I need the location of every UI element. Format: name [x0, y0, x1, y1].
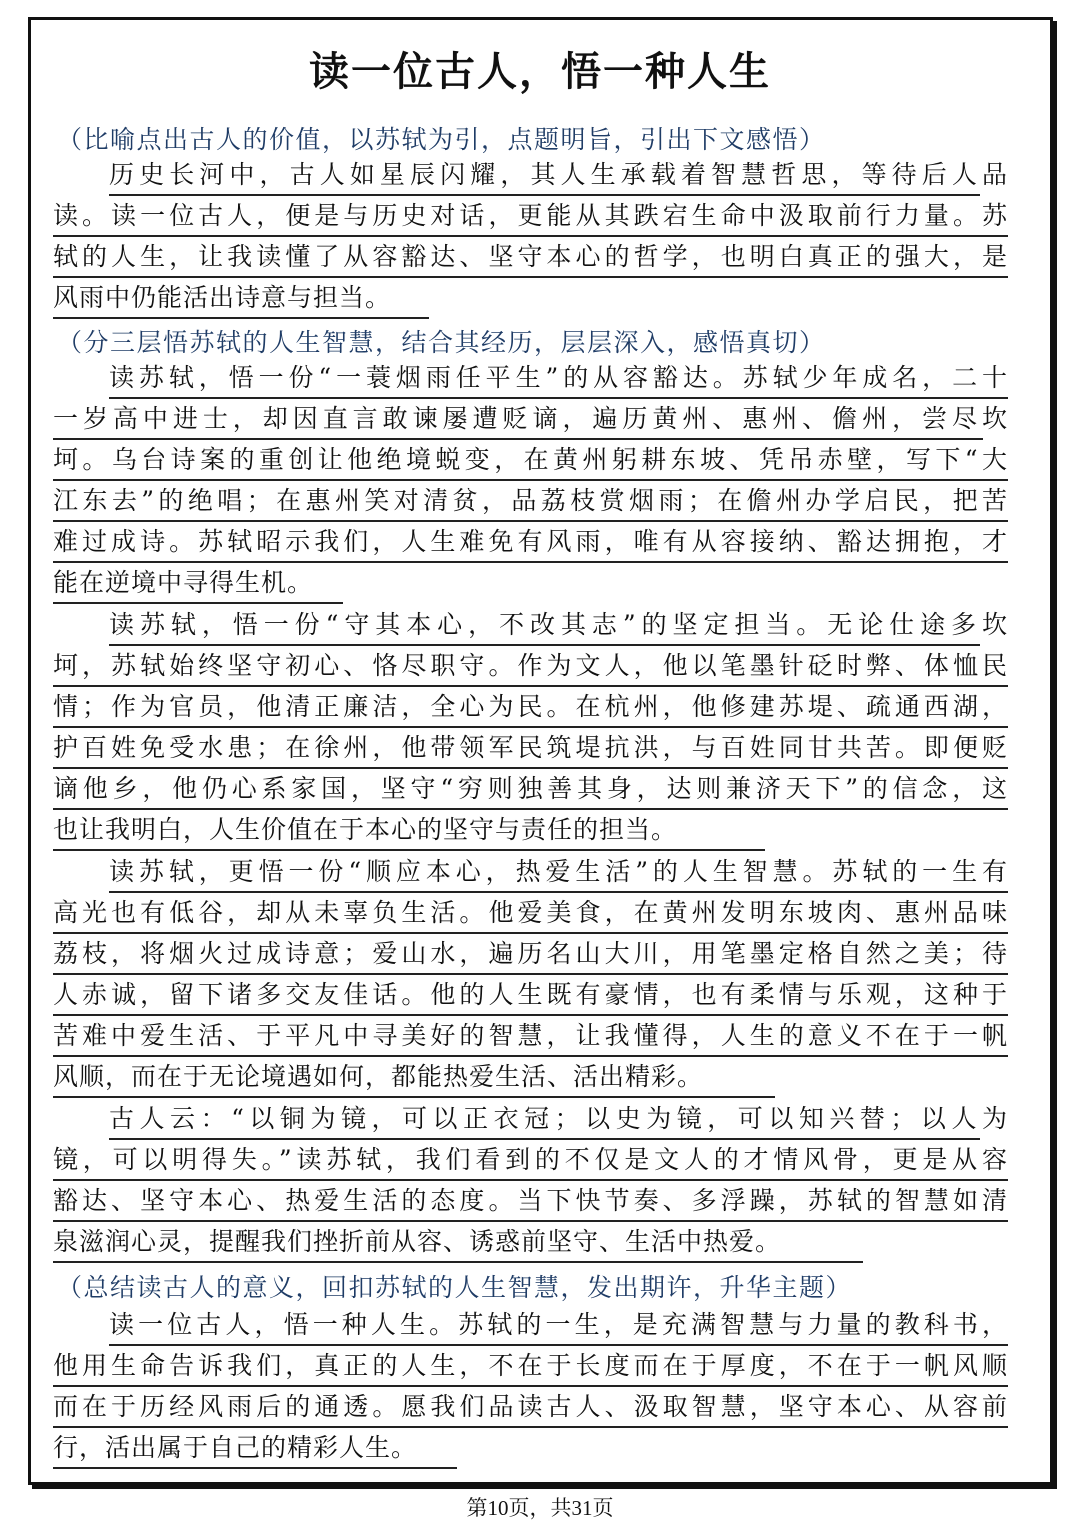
text-line: 人赤诚，留下诸多交友佳话。他的人生既有豪情，也有柔情与乐观，这种于 [53, 980, 1008, 1009]
text-line: 难过成诗。苏轼昭示我们，人生难免有风雨，唯有从容接纳、豁达拥抱，才 [53, 527, 1008, 556]
text-line: 情；作为官员，他清正廉洁，全心为民。在杭州，他修建苏堤、疏通西湖， [53, 692, 1008, 721]
text-line: 高光也有低谷，却从未辜负生活。他爱美食，在黄州发明东坡肉、惠州品味 [53, 898, 1008, 927]
text-line: 读。读一位古人，便是与历史对话，更能从其跌宕生命中汲取前行力量。苏 [53, 201, 1008, 230]
text-line: 苦难中爱生活、于平凡中寻美好的智慧，让我懂得，人生的意义不在于一帆 [53, 1021, 1008, 1050]
text-line: 风雨中仍能活出诗意与担当。 [53, 283, 392, 312]
text-line: 读一位古人，悟一种人生。苏轼的一生，是充满智慧与力量的教科书， [109, 1310, 1008, 1339]
text-line: 古人云：“以铜为镜，可以正衣冠；以史为镜，可以知兴替；以人为 [109, 1104, 1008, 1133]
text-line: 读苏轼，悟一份“一蓑烟雨任平生”的从容豁达。苏轼少年成名，二十 [109, 363, 1008, 392]
text-line: 读苏轼，更悟一份“顺应本心，热爱生活”的人生智慧。苏轼的一生有 [109, 857, 1008, 886]
underline-rule [53, 1261, 863, 1263]
underline-rule [53, 317, 429, 319]
text-line: 能在逆境中寻得生机。 [53, 568, 314, 597]
text-line: 泉滋润心灵，提醒我们挫折前从容、诱惑前坚守、生活中热爱。 [53, 1227, 782, 1256]
text-line: 也让我明白，人生价值在于本心的坚守与责任的担当。 [53, 815, 678, 844]
text-line: 他用生命告诉我们，真正的人生，不在于长度而在于厚度，不在于一帆风顺 [53, 1351, 1008, 1380]
text-line: 一岁高中进士，却因直言敢谏屡遭贬谪，遍历黄州、惠州、儋州，尝尽坎 [53, 404, 1008, 433]
annotation-3: （总结读古人的意义，回扣苏轼的人生智慧，发出期许，升华主题） [57, 1273, 853, 1302]
text-line: 行，活出属于自己的精彩人生。 [53, 1433, 418, 1462]
text-line: 轼的人生，让我读懂了从容豁达、坚守本心的哲学，也明白真正的强大，是 [53, 242, 1008, 271]
text-line: 历史长河中，古人如星辰闪耀，其人生承载着智慧哲思，等待后人品 [109, 160, 1008, 189]
text-line: 读苏轼，悟一份“守其本心，不改其志”的坚定担当。无论仕途多坎 [109, 610, 1008, 639]
annotation-2: （分三层悟苏轼的人生智慧，结合其经历，层层深入，感悟真切） [57, 328, 826, 357]
text-line: 谪他乡，他仍心系家国，坚守“穷则独善其身，达则兼济天下”的信念，这 [53, 774, 1008, 803]
underline-rule [53, 1096, 775, 1098]
page-number: 第10页，共31页 [466, 1496, 614, 1520]
annotation-1: （比喻点出古人的价值，以苏轼为引，点题明旨，引出下文感悟） [57, 125, 826, 154]
text-line: 荔枝，将烟火过成诗意；爱山水，遍历名山大川，用笔墨定格自然之美；待 [53, 939, 1008, 968]
underline-rule [53, 1467, 457, 1469]
text-line: 风顺，而在于无论境遇如何，都能热爱生活、活出精彩。 [53, 1062, 704, 1091]
text-line: 豁达、坚守本心、热爱生活的态度。当下快节奏、多浮躁，苏轼的智慧如清 [53, 1186, 1008, 1215]
text-line: 坷。乌台诗案的重创让他绝境蜕变，在黄州躬耕东坡、凭吊赤壁，写下“大 [53, 445, 1008, 474]
text-line: 坷，苏轼始终坚守初心、恪尽职守。作为文人，他以笔墨针砭时弊、体恤民 [53, 651, 1008, 680]
text-line: 镜，可以明得失。”读苏轼，我们看到的不仅是文人的才情风骨，更是从容 [53, 1145, 1008, 1174]
essay-title: 读一位古人，悟一种人生 [309, 49, 771, 95]
text-line: 而在于历经风雨后的通透。愿我们品读古人、汲取智慧，坚守本心、从容前 [53, 1392, 1008, 1421]
text-line: 江东去”的绝唱；在惠州笑对清贫，品荔枝赏烟雨；在儋州办学启民，把苦 [53, 486, 1008, 515]
underline-rule [53, 602, 343, 604]
text-line: 护百姓免受水患；在徐州，他带领军民筑堤抗洪，与百姓同甘共苦。即便贬 [53, 733, 1008, 762]
underline-rule [53, 849, 765, 851]
